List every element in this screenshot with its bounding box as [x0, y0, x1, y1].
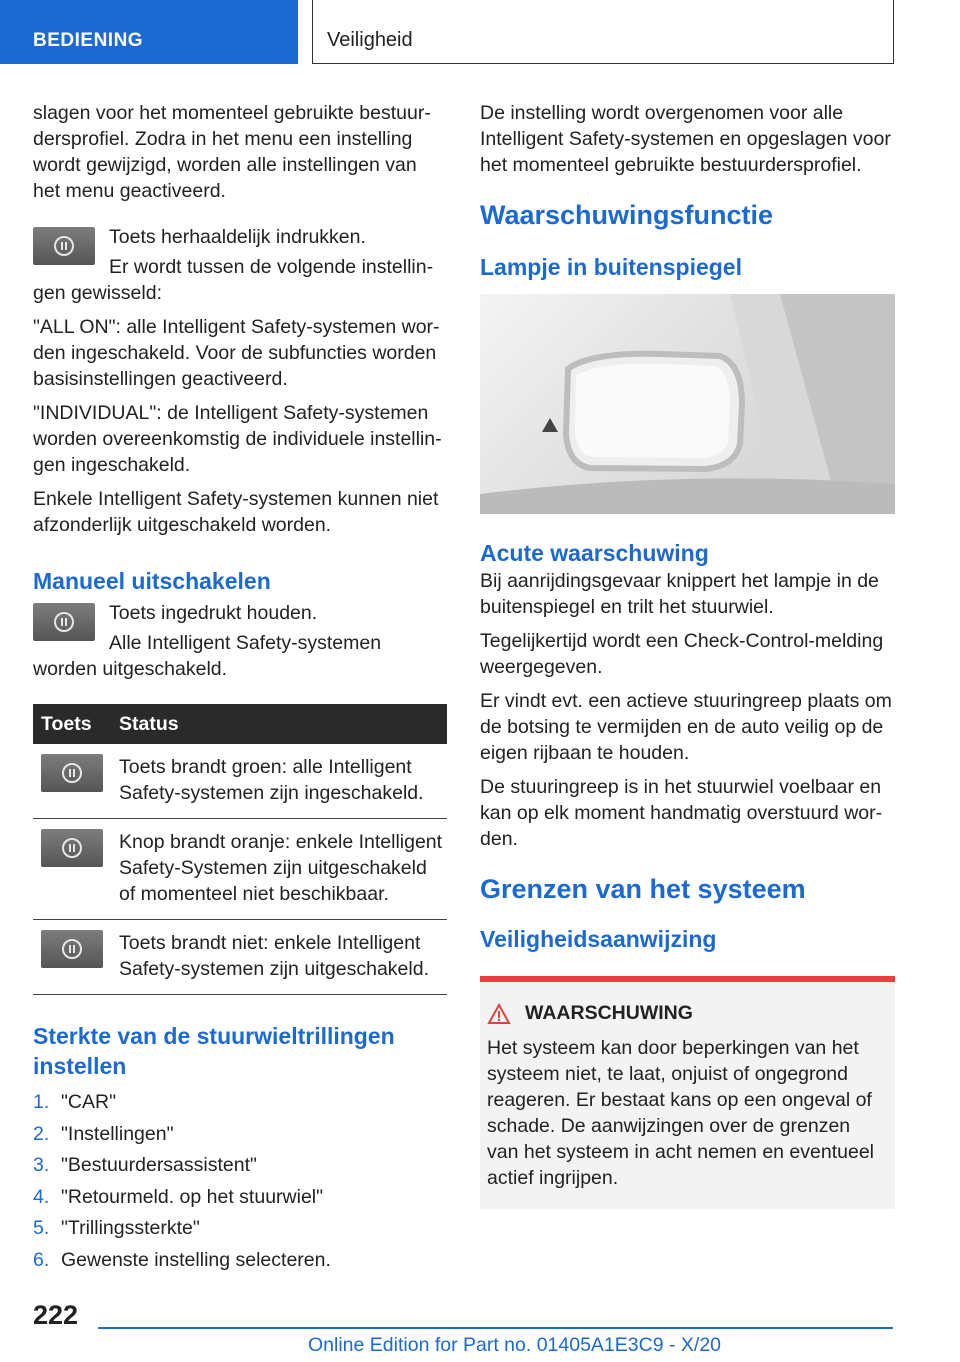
right-column: [480, 100, 896, 1209]
table-row: [33, 920, 447, 995]
warning-header: [487, 1002, 885, 1025]
button-instruction: [33, 600, 449, 682]
list-item: 3. "Bestuurdersassistent": [33, 1154, 257, 1176]
page-number: 222: [33, 1300, 79, 1330]
list-item: 1. "CAR": [33, 1091, 117, 1113]
list-item: 4. "Retourmeld. op het stuurwiel": [33, 1185, 324, 1208]
chapter-title: Veiligheid: [327, 29, 413, 51]
instruction-text: Toets herhaaldelijk indrukken.: [109, 226, 366, 248]
paragraph: De stuuringreep is in het stuurwiel voelbaar en kan op elk moment handmatig overstuurd worden.: [480, 776, 883, 850]
paragraph: "INDIVIDUAL": de Intelligent Safety-systemen worden overeenkomstig de individuele instellingen ingeschakeld.: [33, 402, 442, 476]
list-item: 2. "Instellingen": [33, 1122, 174, 1145]
table-cell: Toets brandt groen: alle Intelligent Safety-systemen zijn ingeschakeld.: [111, 744, 447, 819]
warning-title: WAARSCHUWING: [525, 1002, 693, 1024]
section-heading: Veiligheidsaanwijzing: [480, 926, 717, 952]
section-heading: Sterkte van de stuurwieltrillingen instellen: [33, 1023, 395, 1079]
paragraph: "ALL ON": alle Intelligent Safety-systemen worden ingeschakeld. Voor de subfuncties worden basisinstellingen geactiveerd.: [33, 316, 440, 390]
side-mirror-illustration: [480, 294, 895, 514]
mirror-photo: [480, 294, 895, 514]
paragraph: Tegelijkertijd wordt een Check-Control-melding weergegeven.: [480, 630, 884, 678]
button-off-icon: [41, 930, 103, 968]
section-title: BEDIENING: [33, 30, 144, 51]
button-green-icon: [41, 754, 103, 792]
section-heading: Manueel uitschakelen: [33, 568, 271, 594]
paragraph: Bij aanrijdingsgevaar knippert het lampje in de buitenspiegel en trilt het stuurwiel.: [480, 570, 879, 618]
chapter-heading: Waarschuwingsfunctie: [480, 200, 774, 230]
list-item: 5. "Trillingssterkte": [33, 1217, 200, 1239]
left-column: [33, 100, 449, 1276]
status-table: [33, 704, 447, 995]
warning-text: Het systeem kan door beperkingen van het systeem niet, te laat, onjuist of ongegrond reageren. Er bestaat kans op een ongeval of schade. De aanwijzingen over de grenzen van het systeem in acht nemen en eventueel actief ingrijpen.: [487, 1037, 874, 1189]
paragraph: Enkele Intelligent Safety-systemen kunnen niet afzonderlijk uitgeschakeld worden.: [33, 488, 439, 536]
paragraph: Er vindt evt. een actieve stuuringreep plaats om de botsing te vermijden en de auto veilig op de eigen rijbaan te houden.: [480, 690, 892, 764]
table-row: [33, 819, 447, 920]
table-cell: Toets brandt niet: enkele Intelligent Safety-systemen zijn uitgeschakeld.: [111, 920, 447, 995]
table-cell: Knop brandt oranje: enkele Intelligent Safety-Systemen zijn uitgeschakeld of momenteel niet beschikbaar.: [111, 819, 447, 920]
list-item: 6. Gewenste instelling selecteren.: [33, 1248, 331, 1271]
warning-triangle-icon: [487, 1003, 511, 1025]
section-heading: Lampje in buitenspiegel: [480, 254, 742, 280]
chapter-heading: Grenzen van het systeem: [480, 874, 806, 904]
instruction-text: Toets ingedrukt houden.: [109, 602, 318, 624]
intelligent-safety-button-icon: [33, 603, 95, 641]
intelligent-safety-button-icon: [33, 227, 95, 265]
instruction-text: Alle Intelligent Safety-systemen worden uitgeschakeld.: [33, 632, 382, 680]
steps-list: [33, 1087, 449, 1276]
button-orange-icon: [41, 829, 103, 867]
button-instruction: [33, 224, 449, 306]
chapter-header: [312, 0, 894, 64]
paragraph: De instelling wordt overgenomen voor alle Intelligent Safety-systemen en opgeslagen voor het momenteel gebruikte bestuurdersprofiel.: [480, 102, 891, 176]
warning-box: [480, 976, 895, 1209]
section-tab: [0, 0, 298, 64]
table-row: [33, 744, 447, 819]
footer-divider: [98, 1327, 893, 1329]
table-header: Status: [111, 704, 447, 744]
instruction-text: Er wordt tussen de volgende instellingen gewisseld:: [33, 256, 434, 304]
section-heading: Acute waarschuwing: [480, 540, 709, 566]
footer-edition: Online Edition for Part no. 01405A1E3C9 - X/20: [308, 1334, 722, 1356]
paragraph: slagen voor het momenteel gebruikte bestuurdersprofiel. Zodra in het menu een instelling wordt gewijzigd, worden alle instellingen van het menu geactiveerd.: [33, 102, 431, 202]
table-header: Toets: [33, 704, 111, 744]
